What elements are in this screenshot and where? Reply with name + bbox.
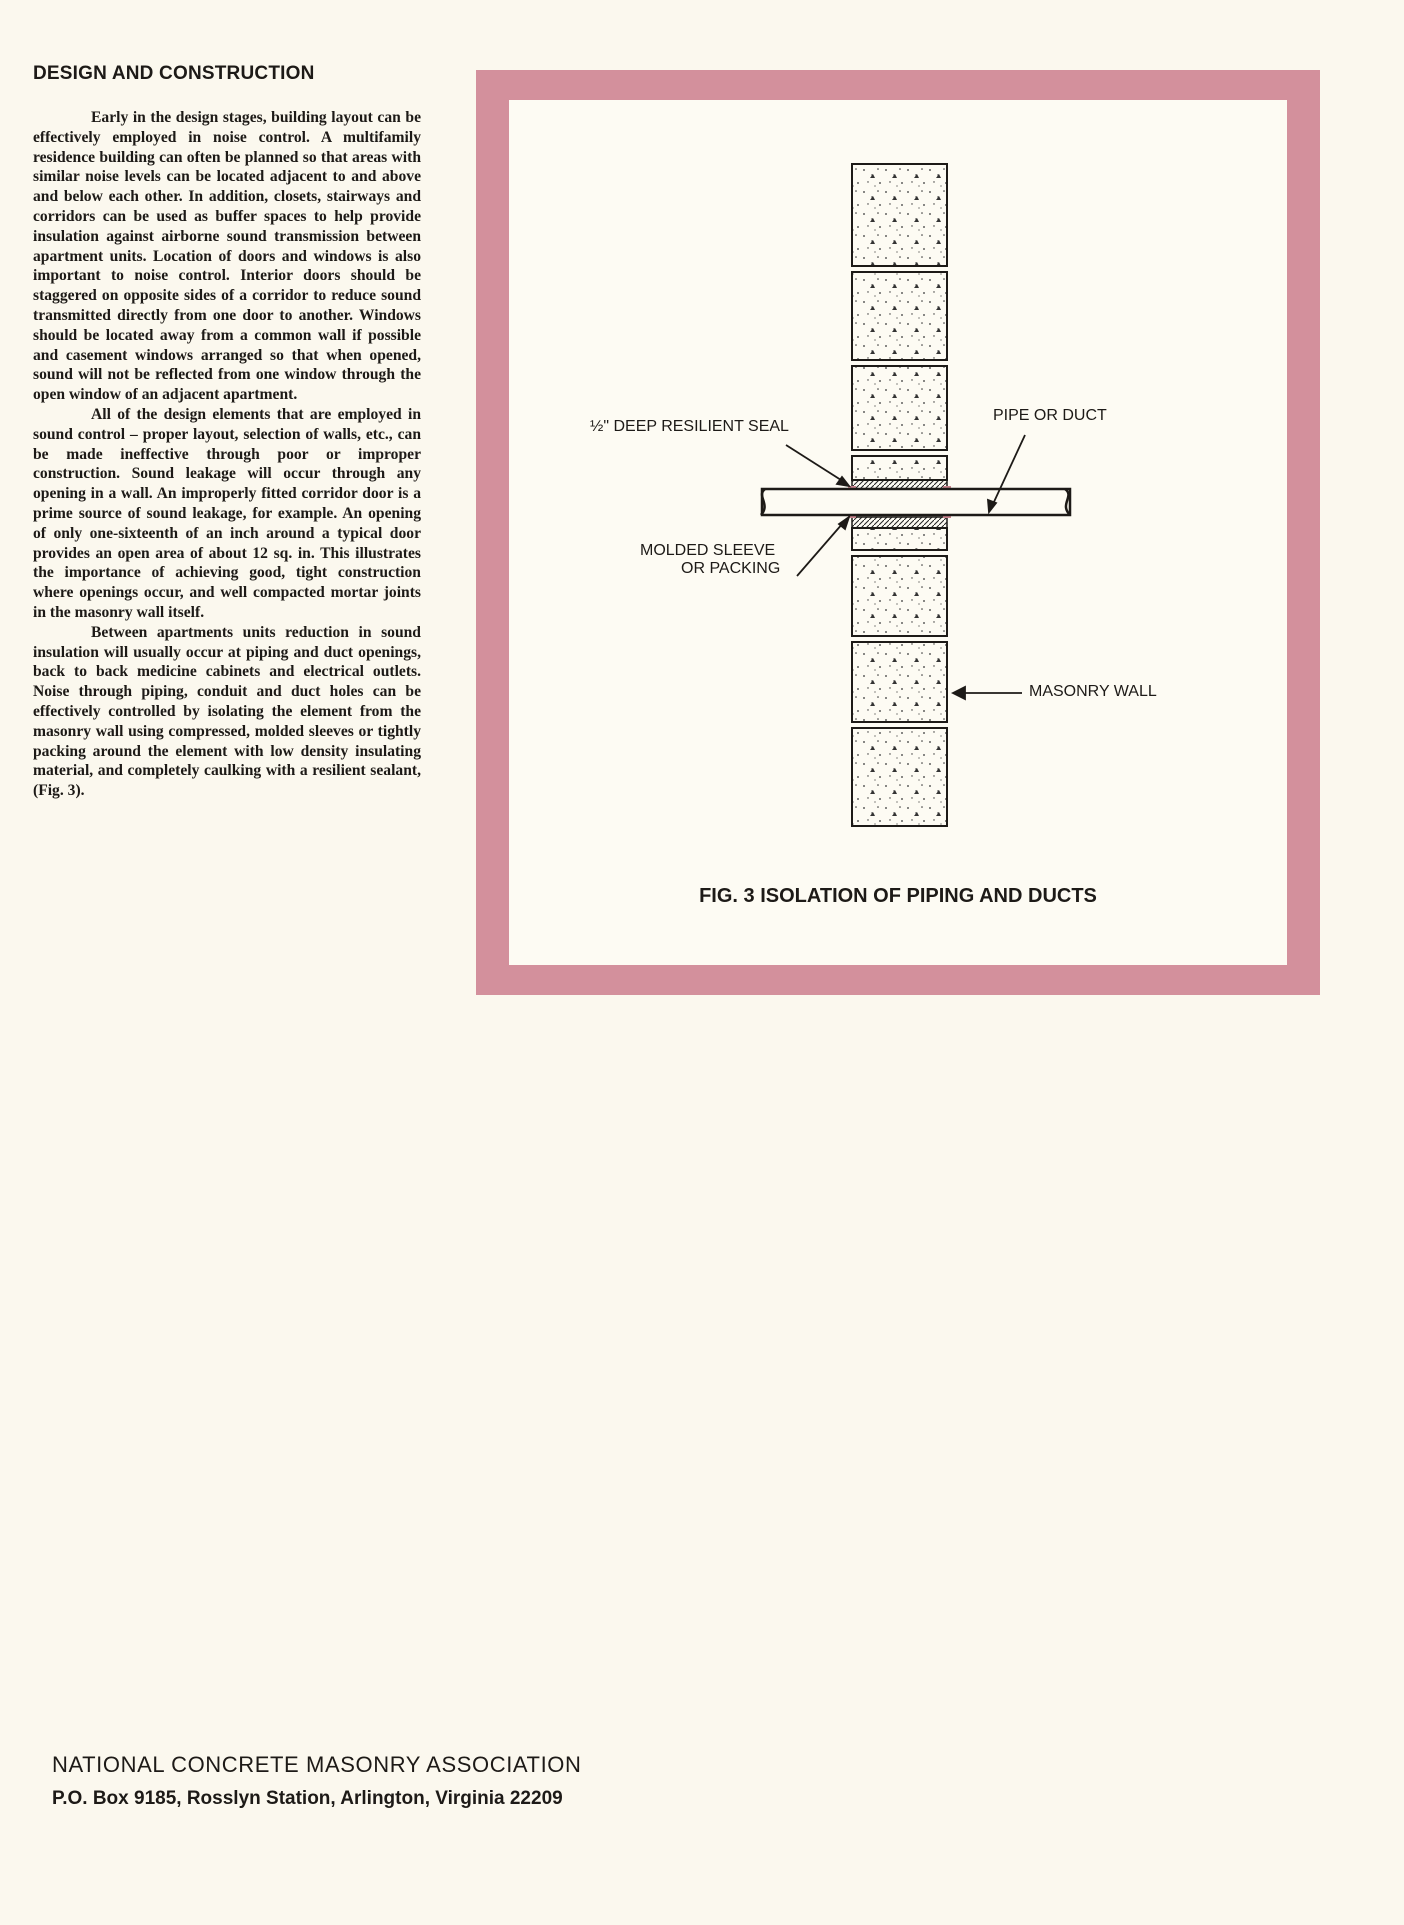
label-pipe-or-duct: PIPE OR DUCT — [993, 407, 1107, 424]
label-masonry-wall: MASONRY WALL — [1029, 683, 1157, 700]
label-resilient-seal: ½" DEEP RESILIENT SEAL — [590, 418, 789, 435]
organization-name: NATIONAL CONCRETE MASONRY ASSOCIATION — [52, 1752, 582, 1777]
label-or-packing: OR PACKING — [681, 560, 781, 577]
figure-panel — [509, 100, 1287, 965]
body-text-column — [33, 108, 421, 801]
pipe — [761, 489, 1070, 515]
molded-sleeve-top — [852, 480, 947, 489]
pipe-isolation-diagram — [509, 100, 1287, 965]
molded-sleeve-bottom — [852, 517, 947, 528]
section-heading: DESIGN AND CONSTRUCTION — [33, 63, 315, 84]
footer — [52, 1752, 582, 1810]
organization-address: P.O. Box 9185, Rosslyn Station, Arlington, Virginia 22209 — [52, 1788, 563, 1809]
body-paragraph: All of the design elements that are employed in sound control – proper layout, selection of walls, etc., can be made ineffective through poor or improper construction. Sound leakage will occur through any opening in a wall. An improperly fitted corridor door is a prime source of sound leakage, for example. An opening of only one-sixteenth of an inch around a typical door provides an open area of about 12 sq. in. This illustrates the importance of achieving good, tight construction where openings occur, and well compacted mortar joints in the masonry wall itself. — [33, 405, 421, 621]
label-molded-sleeve: MOLDED SLEEVE — [640, 542, 776, 559]
body-paragraph: Early in the design stages, building layout can be effectively employed in noise control. A multifamily residence building can often be planned so that areas with similar noise levels can be located adjacent to and above and below each other. In addition, closets, stairways and corridors can be used as buffer spaces to help provide insulation against airborne sound transmission between apartment units. Location of doors and windows is also important to noise control. Interior doors should be staggered on opposite sides of a corridor to reduce sound transmitted directly from one door to another. Windows should be located away from a common wall if possible and casement windows arranged so that when opened, sound will not be reflected from one window through the open window of an adjacent apartment. — [33, 109, 421, 404]
figure-caption: FIG. 3 ISOLATION OF PIPING AND DUCTS — [699, 885, 1097, 907]
figure-frame — [476, 70, 1320, 995]
body-paragraph: Between apartments units reduction in sound insulation will usually occur at piping and duct openings, back to back medicine cabinets and electrical outlets. Noise through piping, conduit and duct holes can be effectively controlled by isolating the element from the masonry wall using compressed, molded sleeves or tightly packing around the element with low density insulating material, and completely caulking with a resilient sealant, (Fig. 3). — [33, 623, 421, 800]
